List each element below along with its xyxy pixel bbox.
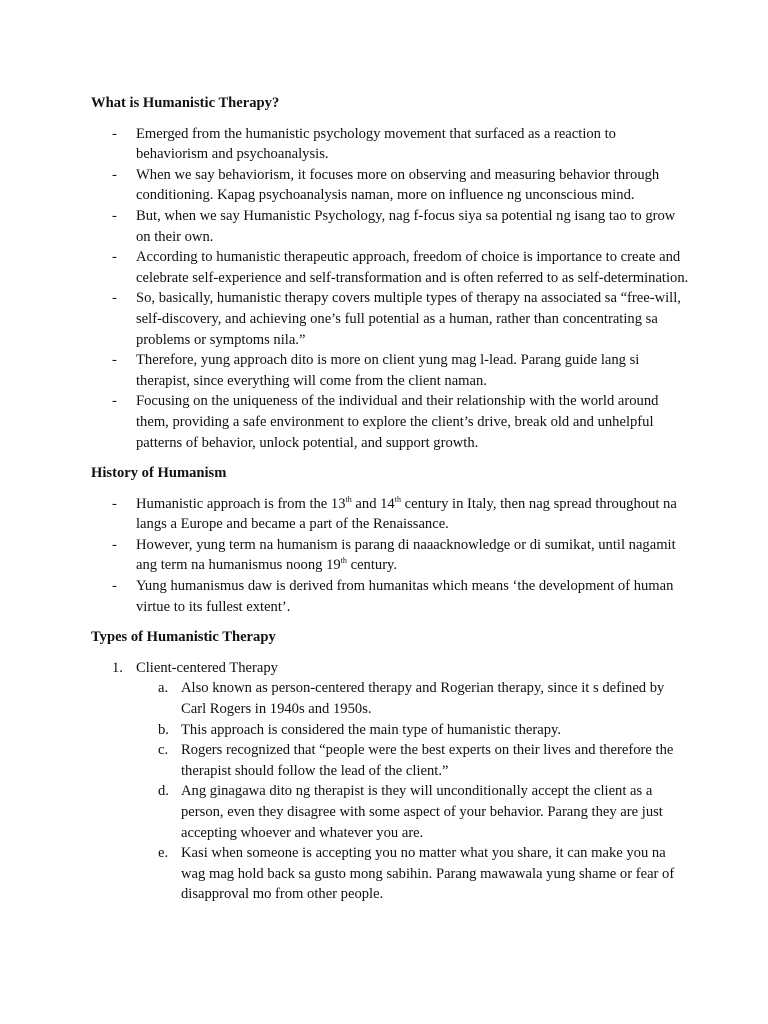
dash-bullet: - xyxy=(112,536,117,553)
sublist-letter: e. xyxy=(158,845,169,862)
dash-bullet: - xyxy=(112,166,117,183)
sublist-letter: c. xyxy=(158,742,169,759)
list-item: - Therefore, yung approach dito is more on client yung mag l-lead. Parang guide lang si therapist, since everything will come from the client naman. xyxy=(112,352,640,389)
dash-bullet: - xyxy=(112,290,117,307)
list-number: 1. xyxy=(112,659,123,676)
section-heading-history-of-humanism: History of Humanism xyxy=(91,465,227,482)
list-item: - Focusing on the uniqueness of the individual and their relationship with the world around them, providing a safe environment to explore the client’s drive, break old and unhelpful patterns of behavior, unlock potential, and support growth. xyxy=(112,393,659,451)
dash-bullet: - xyxy=(112,495,117,512)
list-item: - Yung humanismus daw is derived from humanitas which means ‘the development of human virtue to its fullest extent’. xyxy=(112,578,674,615)
bullet-list-definition xyxy=(91,124,691,454)
numbered-list-types xyxy=(91,658,691,905)
list-item: - But, when we say Humanistic Psychology, nag f-focus siya sa potential ng isang tao to grow on their own. xyxy=(112,207,676,245)
sublist-item: c. Rogers recognized that “people were the best experts on their lives and therefore the therapist should follow the lead of the client.” xyxy=(158,742,674,779)
list-item: - So, basically, humanistic therapy covers multiple types of therapy na associated sa “free-will, self-discovery, and achieving one’s full potential as a human, rather than concentrating sa problems or symptoms nila.” xyxy=(112,290,681,348)
list-item: - Humanistic approach is from the 13th and 14th century in Italy, then nag spread throughout na langs a Europe and became a part of the Renaissance. xyxy=(112,494,677,533)
list-item: - When we say behaviorism, it focuses more on observing and measuring behavior through conditioning. Kapag psychoanalysis naman, more on influence ng unconscious mind. xyxy=(112,166,660,204)
sublist-item: b. This approach is considered the main type of humanistic therapy. xyxy=(136,720,691,741)
sublist-item: e. Kasi when someone is accepting you no matter what you share, it can make you na wag mag hold back sa gusto mong sabihin. Parang mawawala yung shame or fear of disapproval mo from other people. xyxy=(158,845,675,903)
dash-bullet: - xyxy=(112,207,117,224)
sublist-letter: d. xyxy=(158,783,169,800)
document-content xyxy=(91,93,691,905)
sublist-item: a. Also known as person-centered therapy and Rogerian therapy, since it s defined by Carl Rogers in 1940s and 1950s. xyxy=(158,680,665,718)
sublist-letter: b. xyxy=(158,721,169,738)
sublist-letter: a. xyxy=(158,680,169,697)
section-heading-types-of-humanistic-therapy: Types of Humanistic Therapy xyxy=(91,629,276,646)
bullet-list-history xyxy=(91,494,691,618)
sublist-item: d. Ang ginagawa dito ng therapist is they will unconditionally accept the client as a person, even they disagree with some aspect of your behavior. Parang they are just accepting whoever and whatever you are. xyxy=(158,783,663,841)
dash-bullet: - xyxy=(112,352,117,369)
list-item-client-centered-therapy xyxy=(91,658,691,905)
list-item: - Emerged from the humanistic psychology movement that surfaced as a reaction to behaviorism and psychoanalysis. xyxy=(112,125,616,163)
lettered-sublist xyxy=(136,678,691,905)
dash-bullet: - xyxy=(112,125,117,142)
list-item: - However, yung term na humanism is parang di naaacknowledge or di sumikat, until nagamit ang term na humanismus noong 19th century. xyxy=(112,536,676,574)
dash-bullet: - xyxy=(112,393,117,410)
list-item-label: Client-centered Therapy xyxy=(136,659,278,676)
dash-bullet: - xyxy=(112,578,117,595)
list-item: - According to humanistic therapeutic approach, freedom of choice is importance to create and celebrate self-experience and self-transformation and is often referred to as self-determination. xyxy=(112,249,689,286)
dash-bullet: - xyxy=(112,249,117,266)
section-heading-what-is-humanistic-therapy: What is Humanistic Therapy? xyxy=(91,95,280,111)
